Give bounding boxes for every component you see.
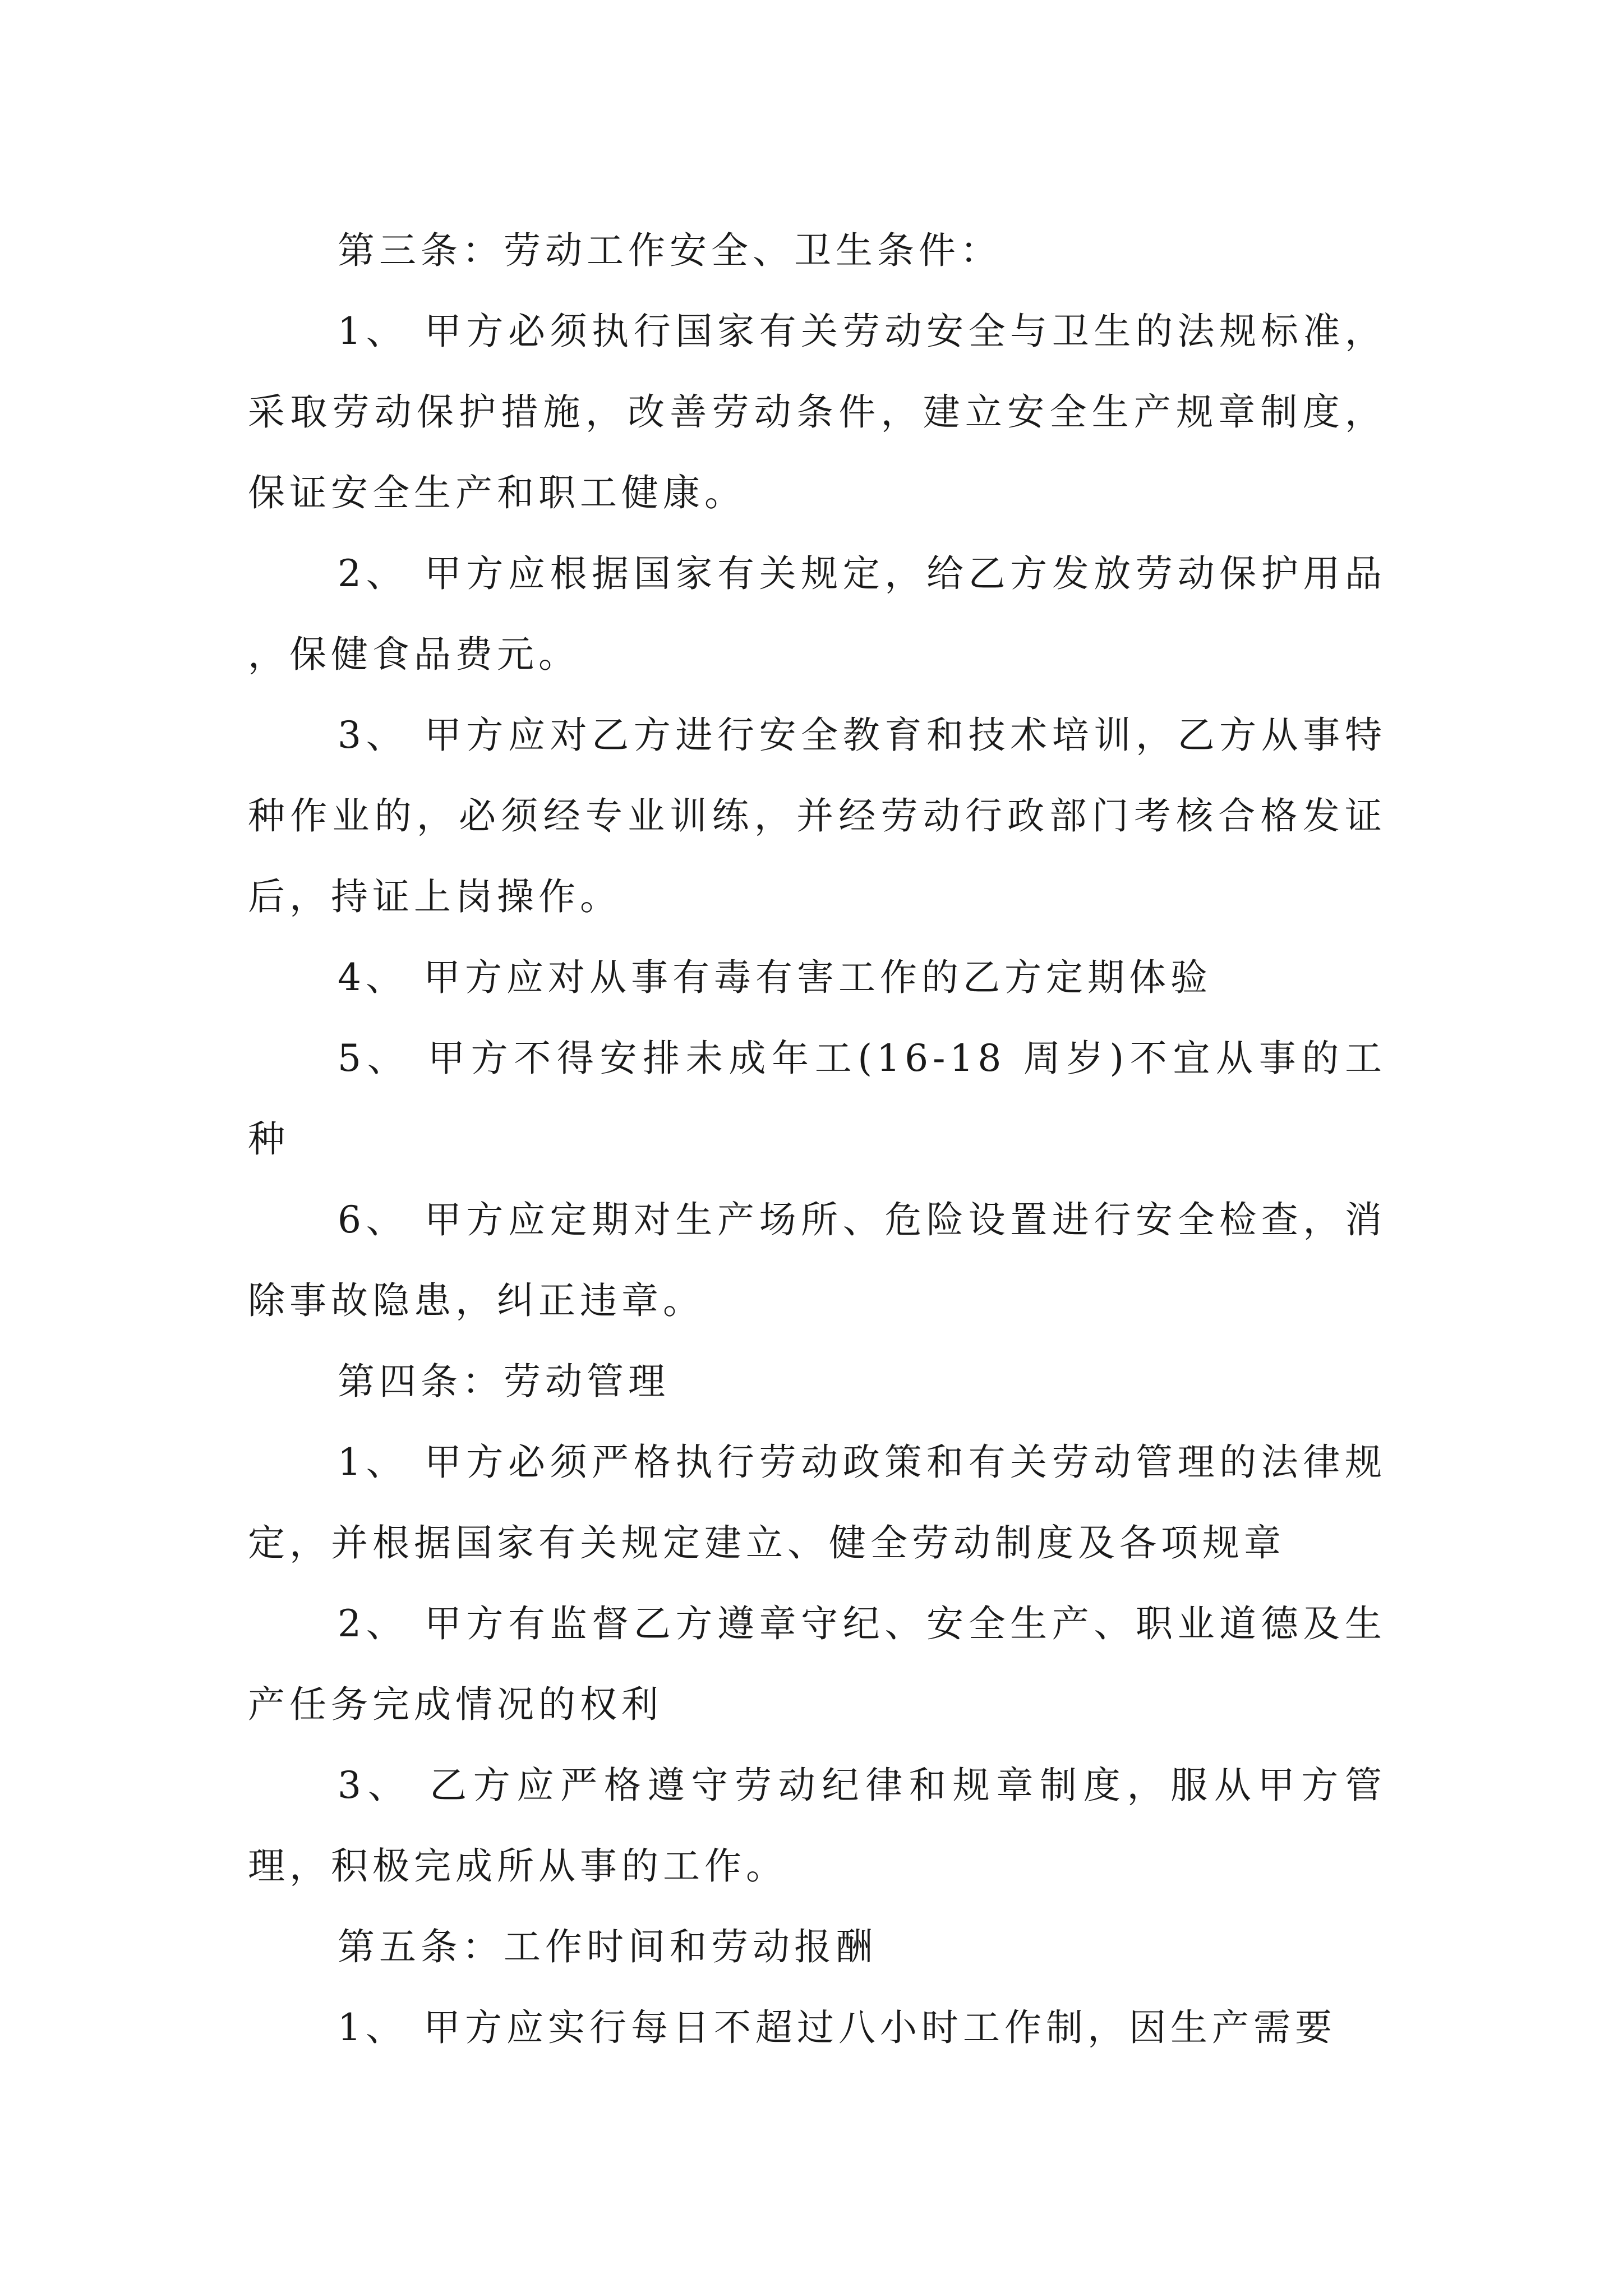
article-3-item-1: 1、 甲方必须执行国家有关劳动安全与卫生的法规标准，采取劳动保护措施，改善劳动条件，建立安全生产规章制度，保证安全生产和职工健康。 [248, 310, 1386, 514]
article-3-heading: 第三条：劳动工作安全、卫生条件： [338, 229, 1002, 272]
article-5-item-1: 1、 甲方应实行每日不超过八小时工作制，因生产需要 [338, 2006, 1336, 2049]
article-5-heading: 第五条：工作时间和劳动报酬 [338, 1925, 877, 1968]
article-4-heading: 第四条：劳动管理 [338, 1360, 670, 1403]
article-3-item-5: 5、 甲方不得安排未成年工(16-18 周岁)不宜从事的工种 [248, 1037, 1386, 1161]
article-3-item-3: 3、 甲方应对乙方进行安全教育和技术培训，乙方从事特种作业的，必须经专业训练，并经劳动行政部门考核合格发证后，持证上岗操作。 [248, 714, 1386, 918]
article-3-item-2: 2、 甲方应根据国家有关规定，给乙方发放劳动保护用品 ，保健食品费元。 [248, 552, 1386, 676]
article-4-item-3: 3、 乙方应严格遵守劳动纪律和规章制度，服从甲方管理，积极完成所从事的工作。 [248, 1764, 1386, 1888]
article-3-item-4: 4、 甲方应对从事有毒有害工作的乙方定期体验 [338, 956, 1212, 999]
document-body [248, 210, 1386, 2068]
article-4-item-2: 2、 甲方有监督乙方遵章守纪、安全生产、职业道德及生产任务完成情况的权利 [248, 1602, 1386, 1726]
article-3-item-6: 6、 甲方应定期对生产场所、危险设置进行安全检查，消除事故隐患，纠正违章。 [248, 1198, 1386, 1322]
article-4-item-1: 1、 甲方必须严格执行劳动政策和有关劳动管理的法律规定，并根据国家有关规定建立、健全劳动制度及各项规章 [248, 1441, 1386, 1565]
